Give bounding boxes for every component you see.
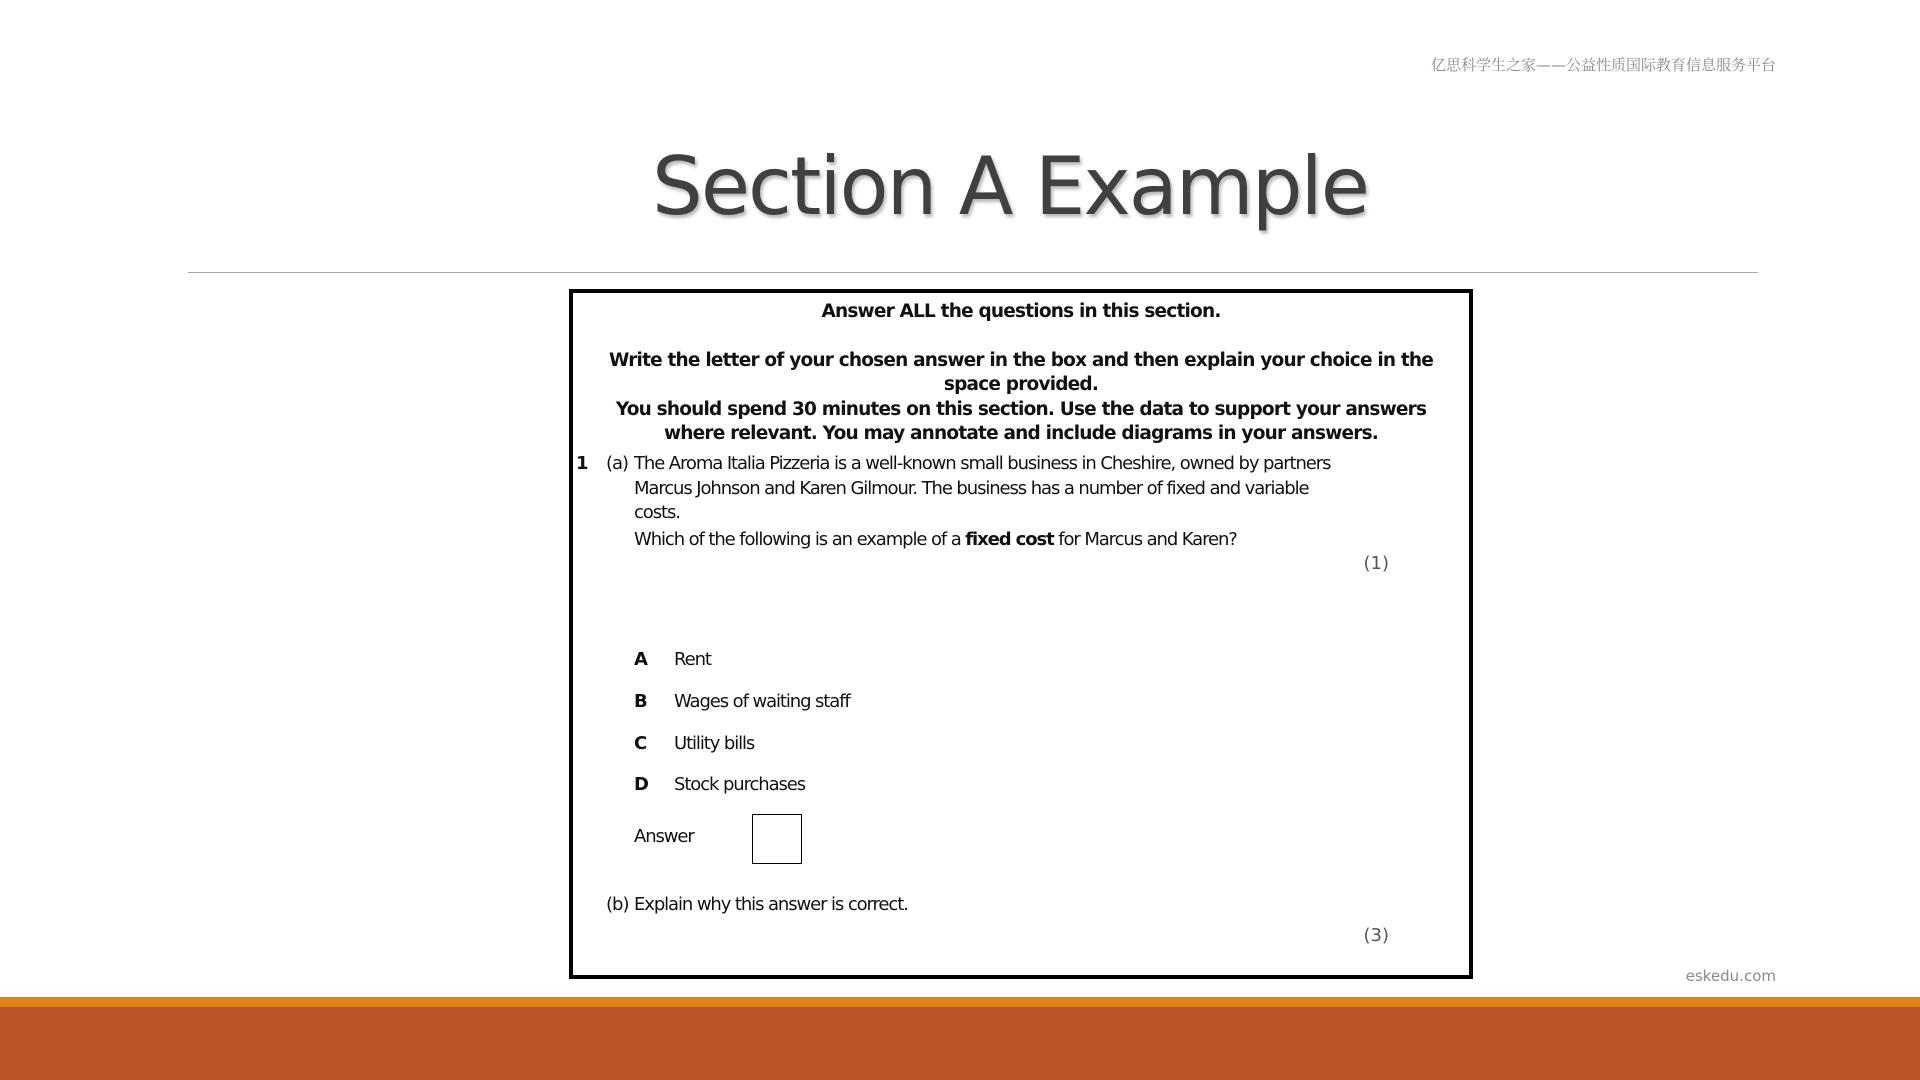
question-emphasis: fixed cost: [965, 529, 1054, 550]
instruction-answer-all: Answer ALL the questions in this section.: [821, 301, 1221, 322]
question-number: 1: [576, 453, 589, 474]
footer-note: eskedu.com: [1685, 967, 1776, 985]
question-prefix: Which of the following is an example of a: [634, 529, 966, 550]
accent-strip: [0, 997, 1920, 1007]
part-a-label: (a): [606, 453, 629, 474]
answer-box[interactable]: [752, 814, 802, 864]
exam-question-box: [569, 289, 1473, 979]
answer-label: Answer: [634, 826, 694, 847]
part-b-label: (b): [606, 894, 629, 915]
option-b-letter: B: [634, 691, 648, 712]
option-c-text: Utility bills: [674, 733, 755, 754]
instruction-write-letter: Write the letter of your chosen answer in the box and then explain your choice in the space provided.: [608, 350, 1434, 395]
option-a-letter: A: [634, 649, 648, 670]
slide-title: Section A Example: [652, 140, 1368, 233]
bottom-band: [0, 1007, 1920, 1080]
part-a-marks: (1): [1363, 553, 1389, 574]
title-divider: [188, 272, 1758, 273]
part-b-text: Explain why this answer is correct.: [634, 894, 908, 915]
question-suffix: for Marcus and Karen?: [1053, 529, 1237, 550]
option-d-text: Stock purchases: [674, 774, 806, 795]
part-a-context: The Aroma Italia Pizzeria is a well-known small business in Cheshire, owned by partners Marcus Johnson and Karen Gilmour. The business has a number of fixed and variable costs.: [634, 453, 1331, 523]
option-b-text: Wages of waiting staff: [674, 691, 850, 712]
option-d-letter: D: [634, 774, 649, 795]
part-b-marks: (3): [1363, 925, 1389, 946]
part-a-question: [634, 528, 1394, 553]
option-a-text: Rent: [674, 649, 711, 670]
option-c-letter: C: [634, 733, 648, 754]
instruction-spend-time: You should spend 30 minutes on this section. Use the data to support your answers where relevant. You may annotate and include diagrams in your answers.: [615, 399, 1427, 444]
header-note: 亿思科学生之家——公益性质国际教育信息服务平台: [1430, 56, 1776, 74]
